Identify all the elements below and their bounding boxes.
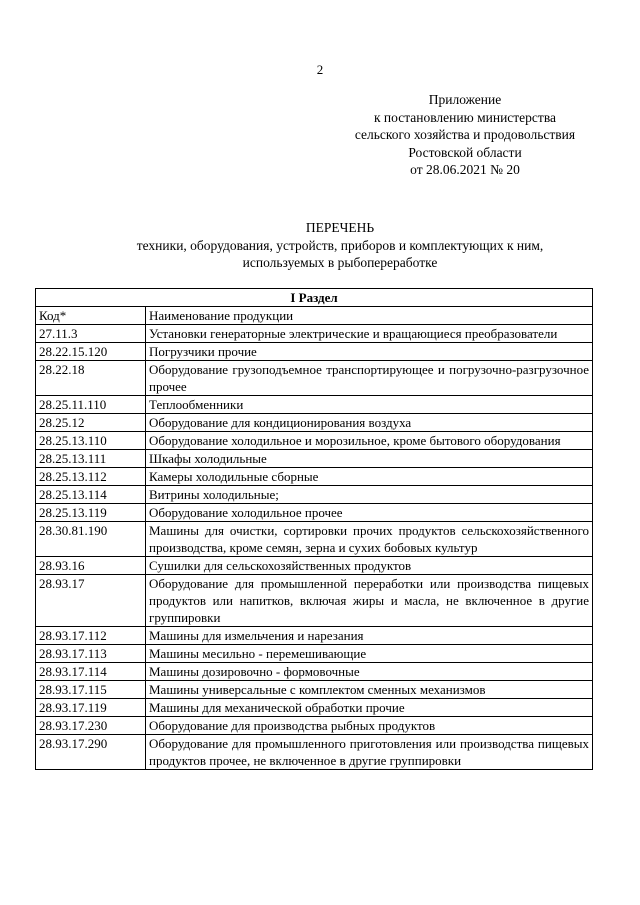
product-name-cell: Машины дозировочно - формовочные [146, 663, 593, 681]
document-subtitle-line: техники, оборудования, устройств, приборов и комплектующих к ним, [136, 237, 544, 253]
table-row [36, 681, 593, 699]
product-name-cell: Оборудование грузоподъемное транспортирующее и погрузочно-разгрузочное прочее [146, 361, 593, 396]
table-row [36, 699, 593, 717]
product-code-cell: 27.11.3 [36, 325, 146, 343]
table-row [36, 575, 593, 627]
table-body [36, 325, 593, 770]
table-row [36, 486, 593, 504]
product-name-cell: Оборудование для производства рыбных продуктов [146, 717, 593, 735]
product-code-cell: 28.22.18 [36, 361, 146, 396]
product-name-cell: Сушилки для сельскохозяйственных продуктов [146, 557, 593, 575]
product-code-cell: 28.93.17 [36, 575, 146, 627]
product-name-cell: Оборудование для промышленной переработки или производства пищевых продуктов или напитков, включая жиры и масла, не включенное в другие группировки [146, 575, 593, 627]
product-name-cell: Машины универсальные с комплектом сменных механизмов [146, 681, 593, 699]
product-code-cell: 28.25.13.110 [36, 432, 146, 450]
table-row [36, 432, 593, 450]
section-title-row [36, 289, 593, 307]
table-row [36, 361, 593, 396]
product-name-cell: Шкафы холодильные [146, 450, 593, 468]
product-name-cell: Оборудование холодильное и морозильное, кроме бытового оборудования [146, 432, 593, 450]
appendix-line: Приложение [428, 92, 502, 107]
product-code-cell: 28.93.16 [36, 557, 146, 575]
product-name-cell: Витрины холодильные; [146, 486, 593, 504]
product-name-cell: Машины для измельчения и нарезания [146, 627, 593, 645]
table-header-row [36, 307, 593, 325]
product-name-cell: Погрузчики прочие [146, 343, 593, 361]
table-row [36, 414, 593, 432]
product-code-cell: 28.93.17.290 [36, 735, 146, 770]
product-name-cell: Оборудование для промышленного приготовления или производства пищевых продуктов прочее, не включенное в другие группировки [146, 735, 593, 770]
product-name-cell: Оборудование холодильное прочее [146, 504, 593, 522]
product-code-cell: 28.25.13.119 [36, 504, 146, 522]
products-table-wrapper [35, 288, 592, 770]
header-code: Код* [36, 307, 146, 325]
page-number: 2 [316, 62, 324, 77]
product-name-cell: Установки генераторные электрические и вращающиеся преобразователи [146, 325, 593, 343]
product-code-cell: 28.93.17.230 [36, 717, 146, 735]
product-name-cell: Оборудование для кондиционирования воздуха [146, 414, 593, 432]
table-row [36, 557, 593, 575]
product-code-cell: 28.93.17.114 [36, 663, 146, 681]
table-row [36, 396, 593, 414]
table-row [36, 504, 593, 522]
product-code-cell: 28.25.11.110 [36, 396, 146, 414]
product-code-cell: 28.25.12 [36, 414, 146, 432]
document-subtitle-line: используемых в рыбопереработке [242, 255, 438, 270]
product-code-cell: 28.93.17.119 [36, 699, 146, 717]
table-row [36, 645, 593, 663]
product-code-cell: 28.93.17.112 [36, 627, 146, 645]
product-code-cell: 28.22.15.120 [36, 343, 146, 361]
product-name-cell: Камеры холодильные сборные [146, 468, 593, 486]
table-row [36, 717, 593, 735]
table-row [36, 325, 593, 343]
product-code-cell: 28.25.13.114 [36, 486, 146, 504]
appendix-line: сельского хозяйства и продовольствия [354, 127, 576, 142]
product-code-cell: 28.93.17.115 [36, 681, 146, 699]
product-name-cell: Теплообменники [146, 396, 593, 414]
table-row [36, 663, 593, 681]
product-name-cell: Машины месильно - перемешивающие [146, 645, 593, 663]
products-table [35, 288, 593, 770]
document-heading: ПЕРЕЧЕНЬ [305, 220, 375, 235]
appendix-block [330, 91, 600, 179]
product-name-cell: Машины для очистки, сортировки прочих продуктов сельскохозяйственного производства, кроме семян, зерна и сухих бобовых культур [146, 522, 593, 557]
product-code-cell: 28.30.81.190 [36, 522, 146, 557]
document-title-block [60, 219, 620, 272]
product-code-cell: 28.25.13.112 [36, 468, 146, 486]
table-row [36, 468, 593, 486]
header-name: Наименование продукции [146, 307, 593, 325]
appendix-line: от 28.06.2021 № 20 [410, 162, 520, 177]
appendix-line: к постановлению министерства [373, 109, 557, 125]
product-code-cell: 28.93.17.113 [36, 645, 146, 663]
appendix-line: Ростовской области [408, 144, 522, 160]
product-code-cell: 28.25.13.111 [36, 450, 146, 468]
table-row [36, 522, 593, 557]
product-name-cell: Машины для механической обработки прочие [146, 699, 593, 717]
section-title: I Раздел [36, 289, 593, 307]
table-row [36, 450, 593, 468]
table-row [36, 627, 593, 645]
table-row [36, 735, 593, 770]
table-row [36, 343, 593, 361]
